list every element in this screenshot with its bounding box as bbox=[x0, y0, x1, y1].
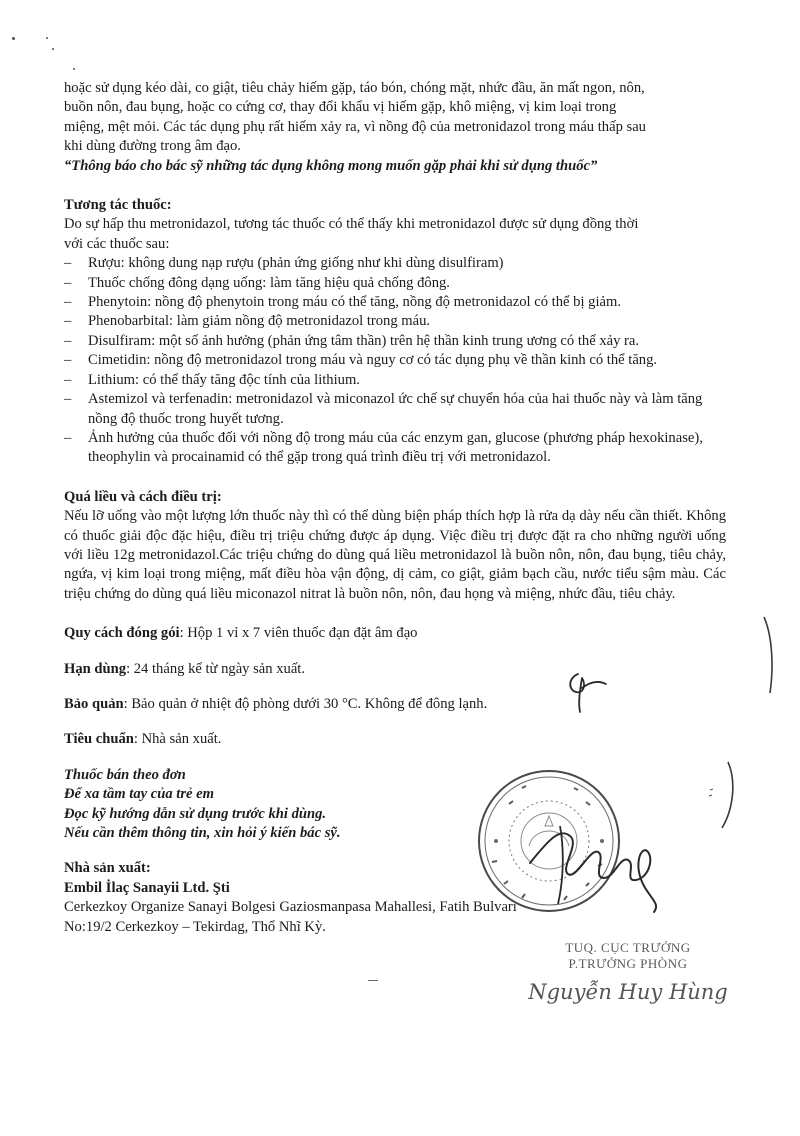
expiry-label: Hạn dùng bbox=[64, 660, 127, 677]
warning-line: Thuốc bán theo đơn bbox=[64, 766, 186, 783]
scan-mark bbox=[368, 980, 378, 981]
storage-line bbox=[64, 695, 726, 714]
manufacturer-address: No:19/2 Cerkezkoy – Tekirdag, Thổ Nhĩ Kỳ. bbox=[64, 918, 326, 935]
overdose-body: Nếu lỡ uống vào một lượng lớn thuốc này thì có thể dùng biện pháp thích hợp là rửa dạ dày nếu cần thiết. Không có thuốc giải độc đặc hiệu, điều trị triệu chứng được áp dụng. Việc điều trị được đặt ra cho những người uống với liều 12g metronidazol.Các triệu chứng do dùng quá liều metronidazol là buồn nôn, nôn, đau bụng, tiêu chảy, ngứa, vị kim loại trong miệng, mất điều hòa vận động, dị cảm, co giật, giảm bạch cầu, nước tiểu sậm màu. Các triệu chứng do dùng quá liều miconazol nitrat là buồn nôn, nôn, đau họng và miệng, nhức đầu, tiêu chảy. bbox=[64, 508, 726, 602]
overdose-heading: Quá liều và cách điều trị: bbox=[64, 488, 222, 505]
side-effects-line: miệng, mệt mỏi. Các tác dụng phụ rất hiếm xảy ra, vì nồng độ của metronidazol trong máu thấp sau bbox=[64, 118, 646, 135]
approval-block bbox=[528, 940, 728, 1006]
manufacturer-heading: Nhà sản xuất: bbox=[64, 860, 151, 877]
expiry-line bbox=[64, 660, 726, 679]
expiry-value: : 24 tháng kể từ ngày sản xuất. bbox=[126, 660, 306, 677]
packaging-line bbox=[64, 624, 726, 643]
edge-mark bbox=[700, 760, 740, 830]
approval-title: TUQ. CỤC TRƯỞNG bbox=[565, 940, 691, 955]
scan-speck bbox=[12, 37, 15, 40]
standard-label: Tiêu chuẩn bbox=[64, 731, 134, 748]
side-effects-line: buồn nôn, đau bụng, hoặc co cứng cơ, thay đổi khẩu vị hiếm gặp, khô miệng, vị kim loại trong bbox=[64, 99, 617, 116]
interaction-item: – Phenobarbital: làm giảm nồng độ metronidazol trong máu. bbox=[64, 312, 726, 331]
storage-label: Bảo quản bbox=[64, 695, 124, 712]
handwritten-signature bbox=[520, 808, 670, 918]
warning-line: Đọc kỹ hướng dẫn sử dụng trước khi dùng. bbox=[64, 805, 327, 822]
approval-subtitle: P.TRƯỞNG PHÒNG bbox=[568, 956, 688, 971]
edge-mark bbox=[760, 615, 780, 695]
interaction-item: – Astemizol và terfenadin: metronidazol và miconazol ức chế sự chuyển hóa của hai thuốc này và làm tăng nồng độ thuốc trong huyết tương. bbox=[64, 390, 726, 429]
packaging-label: Quy cách đóng gói bbox=[64, 625, 180, 642]
signer-name: Nguyễn Huy Hùng bbox=[528, 980, 728, 1004]
scan-speck bbox=[73, 68, 75, 70]
manufacturer-address: Cerkezkoy Organize Sanayi Bolgesi Gaziosmanpasa Mahallesi, Fatih Bulvari bbox=[64, 899, 517, 916]
scan-speck bbox=[52, 48, 54, 50]
interaction-item: – Disulfiram: một số ảnh hưởng (phản ứng tâm thần) trên hệ thần kinh trung ương có thể xảy ra. bbox=[64, 332, 726, 351]
manufacturer-name: Embil İlaç Sanayii Ltd. Şti bbox=[64, 879, 230, 896]
warning-line: Nếu cần thêm thông tin, xin hỏi ý kiến bác sỹ. bbox=[64, 825, 341, 841]
interaction-item: – Rượu: không dung nạp rượu (phản ứng giống như khi dùng disulfiram) bbox=[64, 254, 726, 273]
warning-line: Để xa tầm tay của trẻ em bbox=[64, 786, 214, 803]
standard-line bbox=[64, 730, 726, 749]
interaction-item: – Thuốc chống đông dạng uống: làm tăng hiệu quả chống đông. bbox=[64, 274, 726, 293]
interaction-item: – Ảnh hưởng của thuốc đối với nồng độ trong máu của các enzym gan, glucose (phương pháp hexokinase), theophylin và procainamid có thể gặp trong quá trình điều trị với metronidazol. bbox=[64, 429, 726, 468]
scan-speck bbox=[46, 37, 48, 39]
side-effects-line: khi dùng đường trong âm đạo. bbox=[64, 138, 241, 155]
interactions-intro: với các thuốc sau: bbox=[64, 235, 170, 252]
storage-value: : Bảo quản ở nhiệt độ phòng dưới 30 °C. Không để đông lạnh. bbox=[123, 695, 488, 712]
doctor-notice: “Thông báo cho bác sỹ những tác dụng không mong muốn gặp phải khi sử dụng thuốc” bbox=[64, 157, 598, 174]
interaction-item: – Phenytoin: nồng độ phenytoin trong máu có thể tăng, nồng độ metronidazol có thể bị giảm. bbox=[64, 293, 726, 312]
interaction-item: – Cimetidin: nồng độ metronidazol trong máu và nguy cơ có tác dụng phụ về thần kinh có thể tăng. bbox=[64, 351, 726, 370]
interactions-list bbox=[64, 254, 726, 467]
side-effects-line: hoặc sử dụng kéo dài, co giật, tiêu chảy hiếm gặp, táo bón, chóng mặt, nhức đầu, ăn mất ngon, nôn, bbox=[64, 80, 645, 96]
standard-value: : Nhà sản xuất. bbox=[133, 731, 222, 748]
interactions-heading: Tương tác thuốc: bbox=[64, 197, 172, 214]
interaction-item: – Lithium: có thể thấy tăng độc tính của lithium. bbox=[64, 371, 726, 390]
packaging-value: : Hộp 1 vỉ x 7 viên thuốc đạn đặt âm đạo bbox=[179, 625, 418, 642]
initial-mark bbox=[560, 668, 610, 718]
interactions-intro: Do sự hấp thu metronidazol, tương tác thuốc có thể thấy khi metronidazol được sử dụng đồng thời bbox=[64, 216, 639, 233]
